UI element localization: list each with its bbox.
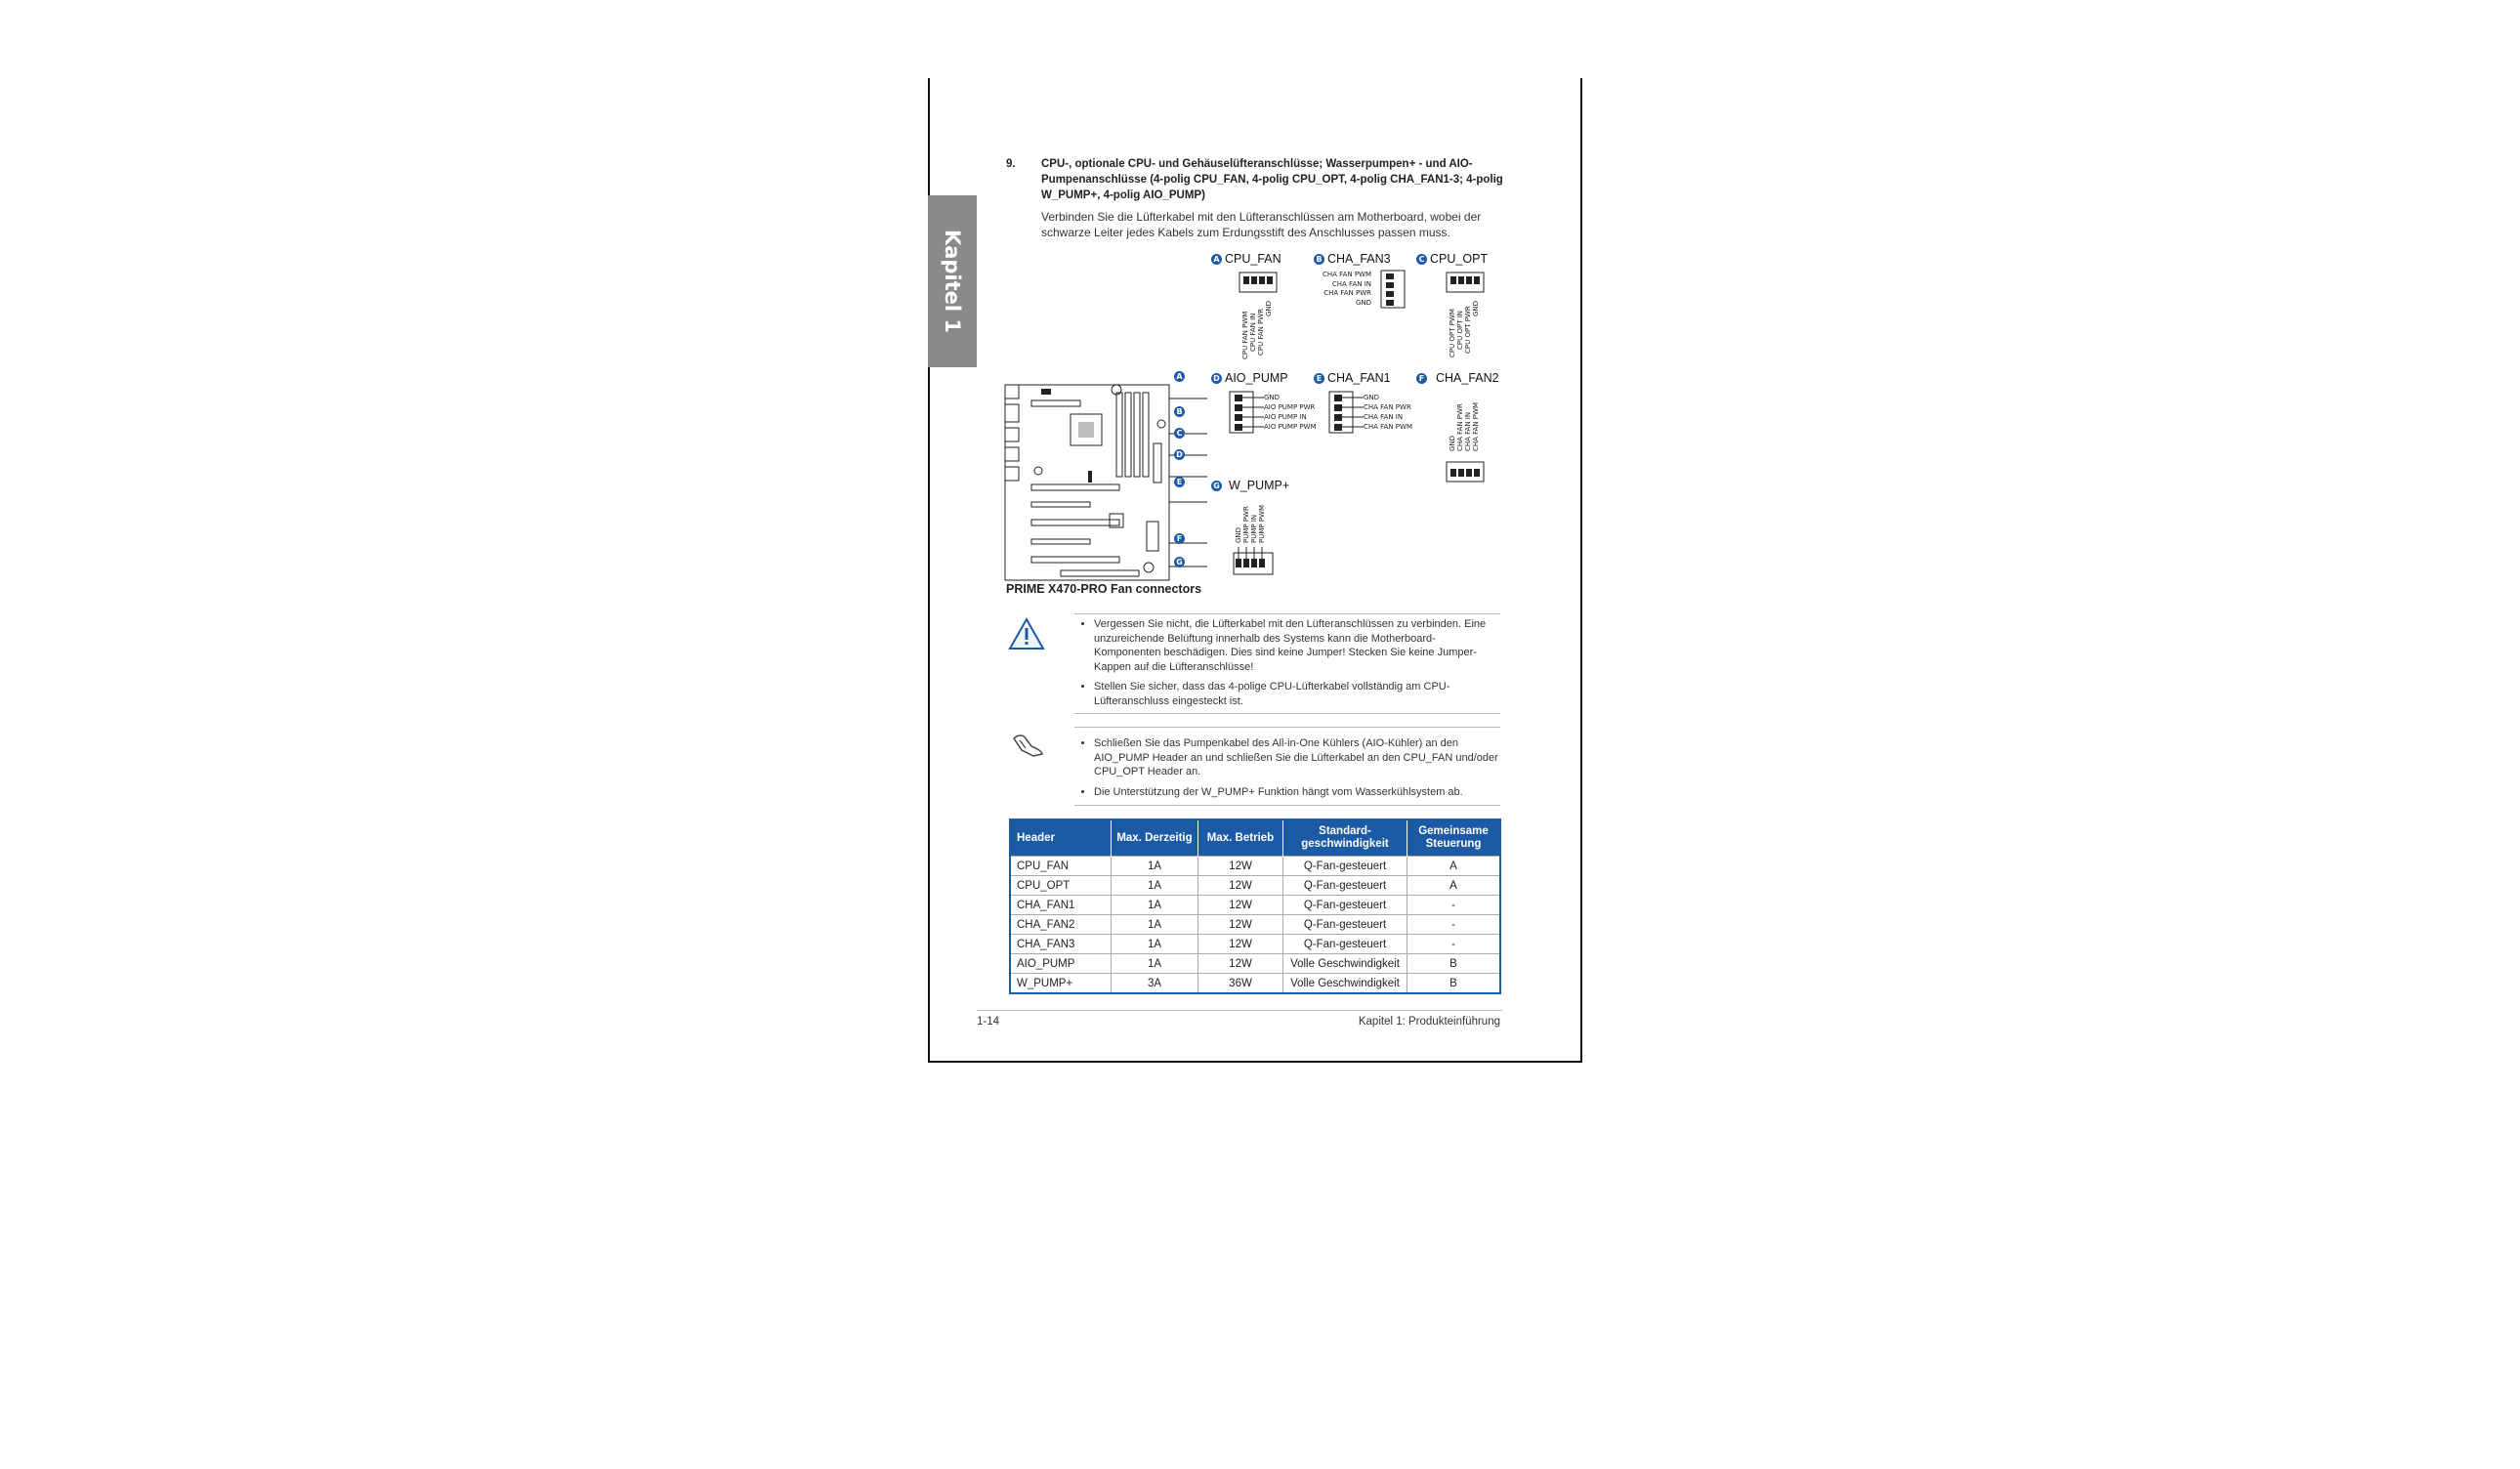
note-top-rule [1074,727,1500,728]
connector-g-pin-3: PUMP IN [1250,514,1258,543]
table-header-row [1010,819,1500,857]
connector-b-pins [1313,271,1371,308]
table-cell: 1A [1112,954,1198,974]
connector-b-title [1314,252,1391,266]
table-cell: Volle Geschwindigkeit [1283,954,1407,974]
connector-f-pin-3: CHA FAN IN [1464,411,1472,451]
footer-page-number: 1-14 [977,1016,1000,1028]
warning-item-1: • Vergessen Sie nicht, die Lüfterkabel mit den Lüfteranschlüssen zu verbinden. Eine unzureichende Belüftung innerhalb des Systems kann die Motherboard-Komponenten beschädigen. Dies sind keine Jumper! Stecken Sie keine Jumper-Kappen auf die Lüfteranschlüsse! [1094,617,1498,674]
connector-a-pin-3: CPU FAN PWR [1257,308,1265,356]
connector-c-pin-4: GND [1472,300,1480,316]
table-cell: 12W [1198,935,1283,954]
connector-f-pin-2: CHA FAN PWR [1456,403,1464,451]
connector-e-pin-4: CHA FAN PWM [1364,423,1412,431]
connector-d-title [1211,371,1288,385]
footer-rule [977,1010,1502,1011]
table-cell: CHA_FAN2 [1010,915,1112,935]
table-cell: 1A [1112,876,1198,896]
connector-e-badge: E [1314,373,1324,384]
board-badge-a: A [1174,371,1185,382]
table-cell: - [1407,915,1501,935]
connector-e-pins [1364,393,1412,432]
connector-g-pin-2: PUMP PWR [1242,506,1250,543]
connector-g-pin-4: PUMP PWM [1258,504,1266,543]
connector-d-pin-4: AIO PUMP PWM [1264,423,1317,431]
table-cell: CPU_OPT [1010,876,1112,896]
table-cell: CHA_FAN3 [1010,935,1112,954]
connector-d-header [1229,391,1264,436]
connector-e-pin-2: CHA FAN PWR [1364,403,1411,411]
connector-g-header [1233,547,1274,578]
warning-bottom-rule [1074,713,1500,714]
table-row [1010,935,1500,954]
connector-f-pin-4: CHA FAN PWM [1472,402,1480,451]
table-cell: 3A [1112,974,1198,994]
table-header-header: Header [1010,819,1112,857]
table-cell: 36W [1198,974,1283,994]
connector-d-pin-3: AIO PUMP IN [1264,413,1307,421]
table-row [1010,974,1500,994]
note-item-1: • Schließen Sie das Pumpenkabel des All-in-One Kühlers (AIO-Kühler) an den AIO_PUMP Header an und schließen Sie die Lüfterkabel an den CPU_FAN und/oder CPU_OPT Header an. [1094,736,1498,779]
chapter-tab-label: Kapitel 1 [941,229,964,334]
connector-c-pin-2: CPU OPT IN [1456,311,1464,350]
table-cell: Q-Fan-gesteuert [1283,915,1407,935]
connector-b-pin-3: CHA FAN PWR [1323,289,1371,297]
connector-f-title [1416,371,1499,385]
board-badge-d: D [1174,449,1185,460]
connector-d-pin-1: GND [1264,394,1281,401]
table-header-default-speed: Standard-geschwindigkeit [1283,819,1407,857]
connector-g-pin-1: GND [1235,526,1242,543]
connector-a-pin-4: GND [1265,300,1273,316]
note-bottom-rule [1074,805,1500,806]
table-header-max-current: Max. Derzeitig [1112,819,1198,857]
connector-e-pin-3: CHA FAN IN [1364,413,1404,421]
table-row [1010,954,1500,974]
table-cell: 12W [1198,896,1283,915]
connector-b-pin-4: GND [1355,298,1371,307]
table-cell: 12W [1198,915,1283,935]
table-cell: Q-Fan-gesteuert [1283,896,1407,915]
board-badge-f: F [1174,533,1185,544]
connector-c-name: CPU_OPT [1430,252,1489,266]
connector-e-title [1314,371,1391,385]
connector-c-title [1416,252,1488,266]
note-text [1080,736,1498,805]
table-cell: B [1407,954,1501,974]
section-number: 9. [1006,158,1016,170]
table-cell: AIO_PUMP [1010,954,1112,974]
connector-c-pin-1: CPU OPT PWM [1449,309,1456,357]
connector-e-pin-1: GND [1364,394,1380,401]
connector-a-name: CPU_FAN [1225,252,1281,266]
connector-g-name: W_PUMP+ [1229,479,1290,492]
warning-top-rule [1074,613,1500,614]
connector-e-header [1328,391,1364,436]
table-row [1010,857,1500,876]
table-cell: 1A [1112,915,1198,935]
table-header-max-power: Max. Betrieb [1198,819,1283,857]
connector-f-name: CHA_FAN2 [1436,371,1499,385]
connector-c-badge: C [1416,254,1427,265]
table-cell: 1A [1112,935,1198,954]
connector-g-badge: G [1211,481,1222,491]
connector-c-pin-3: CPU OPT PWR [1464,306,1472,354]
table-cell: 12W [1198,954,1283,974]
table-cell: CHA_FAN1 [1010,896,1112,915]
board-badge-b: B [1174,406,1185,417]
section-heading-text: CPU-, optionale CPU- und Gehäuselüfteranschlüsse; Wasserpumpen+ - und AIO-Pumpenanschlüsse (4-polig CPU_FAN, 4-polig CPU_OPT, 4-polig CHA_FAN1-3; 4-polig W_PUMP+, 4-polig AIO_PUMP) [1041,158,1503,201]
connector-d-pin-2: AIO PUMP PWR [1264,403,1316,411]
table-cell: Q-Fan-gesteuert [1283,935,1407,954]
table-cell: - [1407,935,1501,954]
warning-item-2: • Stellen Sie sicher, dass das 4-polige CPU-Lüfterkabel vollständig am CPU-Lüfteranschluss eingesteckt ist. [1094,680,1498,708]
chapter-side-tab [928,195,977,367]
table-cell: 1A [1112,896,1198,915]
table-cell: 12W [1198,857,1283,876]
table-cell: CPU_FAN [1010,857,1112,876]
warning-triangle-icon [1008,617,1045,651]
fan-spec-table [1009,818,1501,994]
table-row [1010,915,1500,935]
connector-f-header [1446,459,1485,484]
connector-a-pin-1: CPU FAN PWM [1241,311,1249,359]
connector-c-header [1446,272,1485,295]
figure-caption: PRIME X470-PRO Fan connectors [1006,582,1202,596]
table-cell: 12W [1198,876,1283,896]
table-cell: A [1407,876,1501,896]
board-badge-g: G [1174,557,1185,567]
connector-b-pin-2: CHA FAN IN [1331,279,1371,288]
board-badge-e: E [1174,477,1185,487]
connector-b-badge: B [1314,254,1324,265]
table-header-shared-control: Gemeinsame Steuerung [1407,819,1501,857]
table-cell: 1A [1112,857,1198,876]
connector-a-badge: A [1211,254,1222,265]
connector-a-pin-2: CPU FAN IN [1249,313,1257,352]
footer-chapter: Kapitel 1: Produkteinführung [1358,1016,1500,1028]
table-cell: Q-Fan-gesteuert [1283,876,1407,896]
connector-d-name: AIO_PUMP [1225,371,1288,385]
connector-f-pin-1: GND [1449,435,1456,451]
connector-e-name: CHA_FAN1 [1327,371,1391,385]
board-badge-c: C [1174,428,1185,439]
connector-b-pin-1: CHA FAN PWM [1323,271,1371,278]
connector-b-header [1375,270,1407,311]
table-cell: Volle Geschwindigkeit [1283,974,1407,994]
hand-note-icon [1010,731,1045,758]
table-row [1010,876,1500,896]
table-cell: - [1407,896,1501,915]
table-row [1010,896,1500,915]
section-intro: Verbinden Sie die Lüfterkabel mit den Lüfteranschlüssen am Motherboard, wobei der schwarze Leiter jedes Kabels zum Erdungsstift des Anschlusses passen muss. [1041,210,1482,239]
motherboard-diagram [1002,375,1221,582]
table-cell: W_PUMP+ [1010,974,1112,994]
note-item-2: • Die Unterstützung der W_PUMP+ Funktion hängt vom Wasserkühlsystem ab. [1094,785,1498,800]
connector-a-header [1239,272,1278,295]
connector-d-badge: D [1211,373,1222,384]
connector-d-pins [1264,393,1317,432]
table-cell: B [1407,974,1501,994]
table-cell: A [1407,857,1501,876]
connector-f-badge: F [1416,373,1427,384]
connector-g-title [1211,479,1289,492]
table-cell: Q-Fan-gesteuert [1283,857,1407,876]
connector-a-title [1211,252,1281,266]
connector-b-name: CHA_FAN3 [1327,252,1391,266]
warning-text [1080,617,1498,714]
